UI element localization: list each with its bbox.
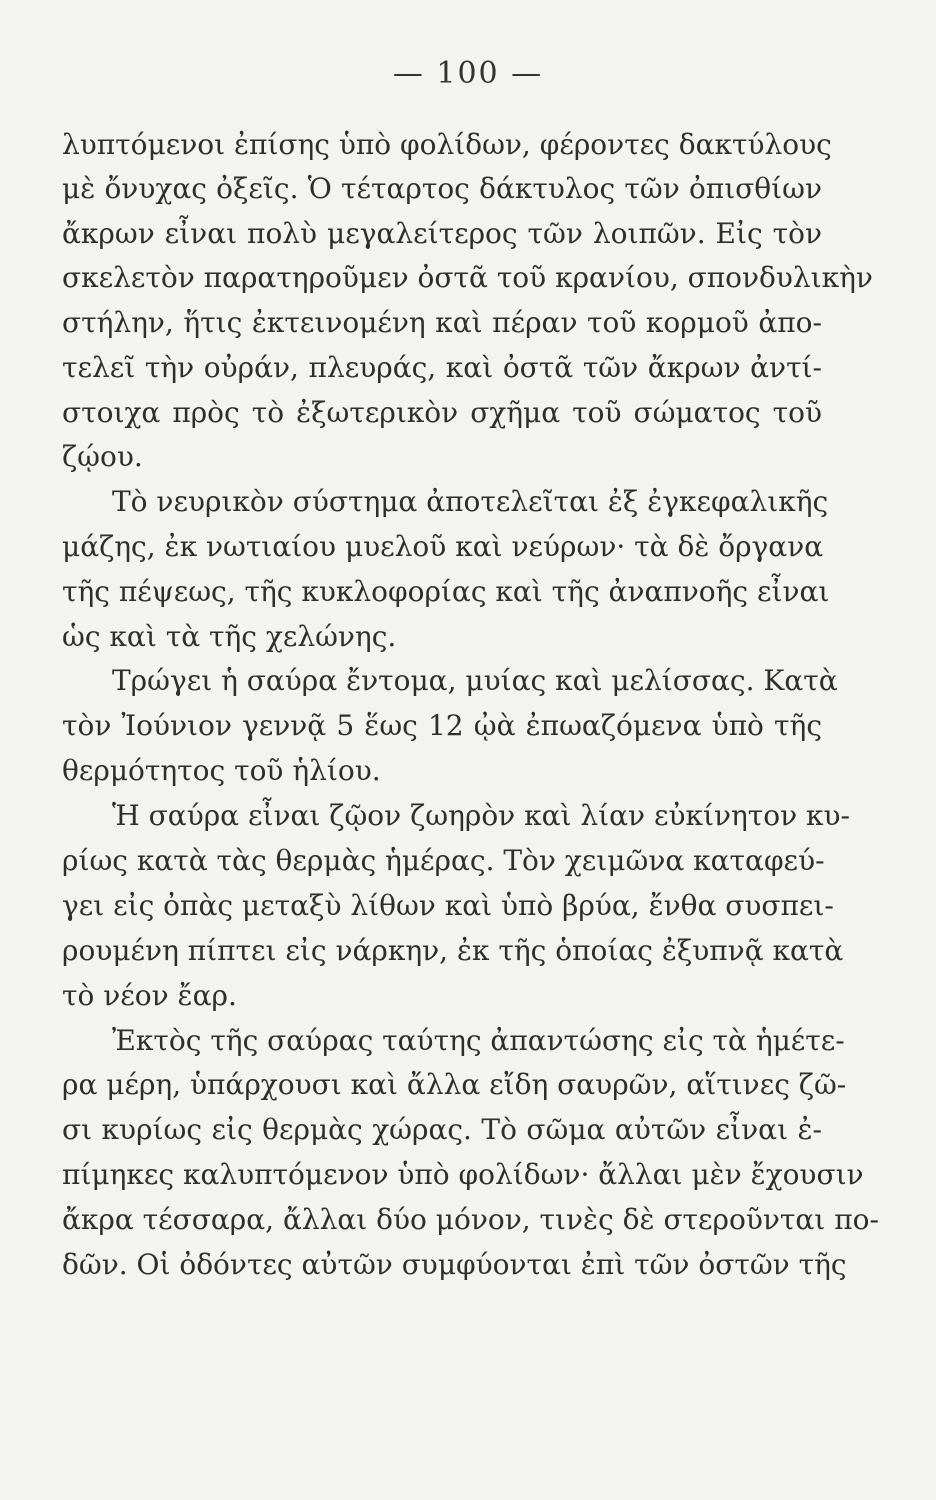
text-line: τὸ νέον ἔαρ.: [62, 979, 237, 1012]
text-line: σκελετὸν παρατηροῦμεν ὀστᾶ τοῦ κρανίου, σπονδυλικὴν: [62, 261, 873, 294]
paragraph-start: Ἐκτὸς τῆς σαύρας ταύτης ἀπαντώσης εἰς τὰ ἡμέτε-: [112, 1024, 845, 1057]
text-line: δῶν. Οἱ ὀδόντες αὐτῶν συμφύονται ἐπὶ τῶν ὀστῶν τῆς: [62, 1248, 847, 1281]
paragraph-start: Τρώγει ἡ σαύρα ἔντομα, μυίας καὶ μελίσσας. Κατὰ: [112, 664, 838, 697]
text-line: τῆς πέψεως, τῆς κυκλοφορίας καὶ τῆς ἀναπνοῆς εἶναι: [62, 575, 830, 608]
text-line: γει εἰς ὀπὰς μεταξὺ λίθων καὶ ὑπὸ βρύα, ἔνθα συσπει-: [62, 889, 834, 922]
text-line: τελεῖ τὴν οὐράν, πλευράς, καὶ ὀστᾶ τῶν ἄκρων ἀντί-: [62, 351, 822, 384]
text-line: μὲ ὄνυχας ὀξεῖς. Ὁ τέταρτος δάκτυλος τῶν ὀπισθίων: [62, 172, 822, 205]
page-number: — 100 —: [392, 56, 544, 91]
text-line: πίμηκες καλυπτόμενον ὑπὸ φολίδων· ἄλλαι μὲν ἔχουσιν: [62, 1158, 864, 1191]
paragraph-start: Ἡ σαύρα εἶναι ζῷον ζωηρὸν καὶ λίαν εὐκίνητον κυ-: [112, 799, 850, 832]
text-line: τὸν Ἰούνιον γεννᾷ 5 ἕως 12 ᾠὰ ἐπωαζόμενα ὑπὸ τῆς: [62, 709, 822, 742]
text-line: σι κυρίως εἰς θερμὰς χώρας. Τὸ σῶμα αὐτῶν εἶναι ἐ-: [62, 1113, 822, 1146]
text-line: ἄκρων εἶναι πολὺ μεγαλείτερος τῶν λοιπῶν. Εἰς τὸν: [62, 217, 822, 250]
text-line: ρα μέρη, ὑπάρχουσι καὶ ἄλλα εἴδη σαυρῶν, αἵτινες ζῶ-: [62, 1068, 847, 1101]
paragraph-start: Τὸ νευρικὸν σύστημα ἀποτελεῖται ἐξ ἐγκεφαλικῆς: [112, 485, 829, 518]
text-line: στήλην, ἥτις ἐκτεινομένη καὶ πέραν τοῦ κορμοῦ ἀπο-: [62, 306, 822, 339]
text-line: ζῴου.: [62, 440, 143, 473]
text-line: στοιχα πρὸς τὸ ἐξωτερικὸν σχῆμα τοῦ σώματος τοῦ: [62, 396, 822, 429]
text-line: ρίως κατὰ τὰς θερμὰς ἡμέρας. Τὸν χειμῶνα καταφεύ-: [62, 844, 825, 877]
text-line: θερμότητος τοῦ ἡλίου.: [62, 754, 381, 787]
text-line: μάζης, ἐκ νωτιαίου μυελοῦ καὶ νεύρων· τὰ δὲ ὄργανα: [62, 530, 824, 563]
text-line: ἄκρα τέσσαρα, ἄλλαι δύο μόνον, τινὲς δὲ στεροῦνται πο-: [62, 1203, 879, 1236]
text-line: λυπτόμενοι ἐπίσης ὑπὸ φολίδων, φέροντες δακτύλους: [62, 128, 832, 161]
text-line: ρουμένη πίπτει εἰς νάρκην, ἐκ τῆς ὁποίας ἐξυπνᾷ κατὰ: [62, 934, 844, 967]
text-line: ὡς καὶ τὰ τῆς χελώνης.: [62, 620, 397, 653]
